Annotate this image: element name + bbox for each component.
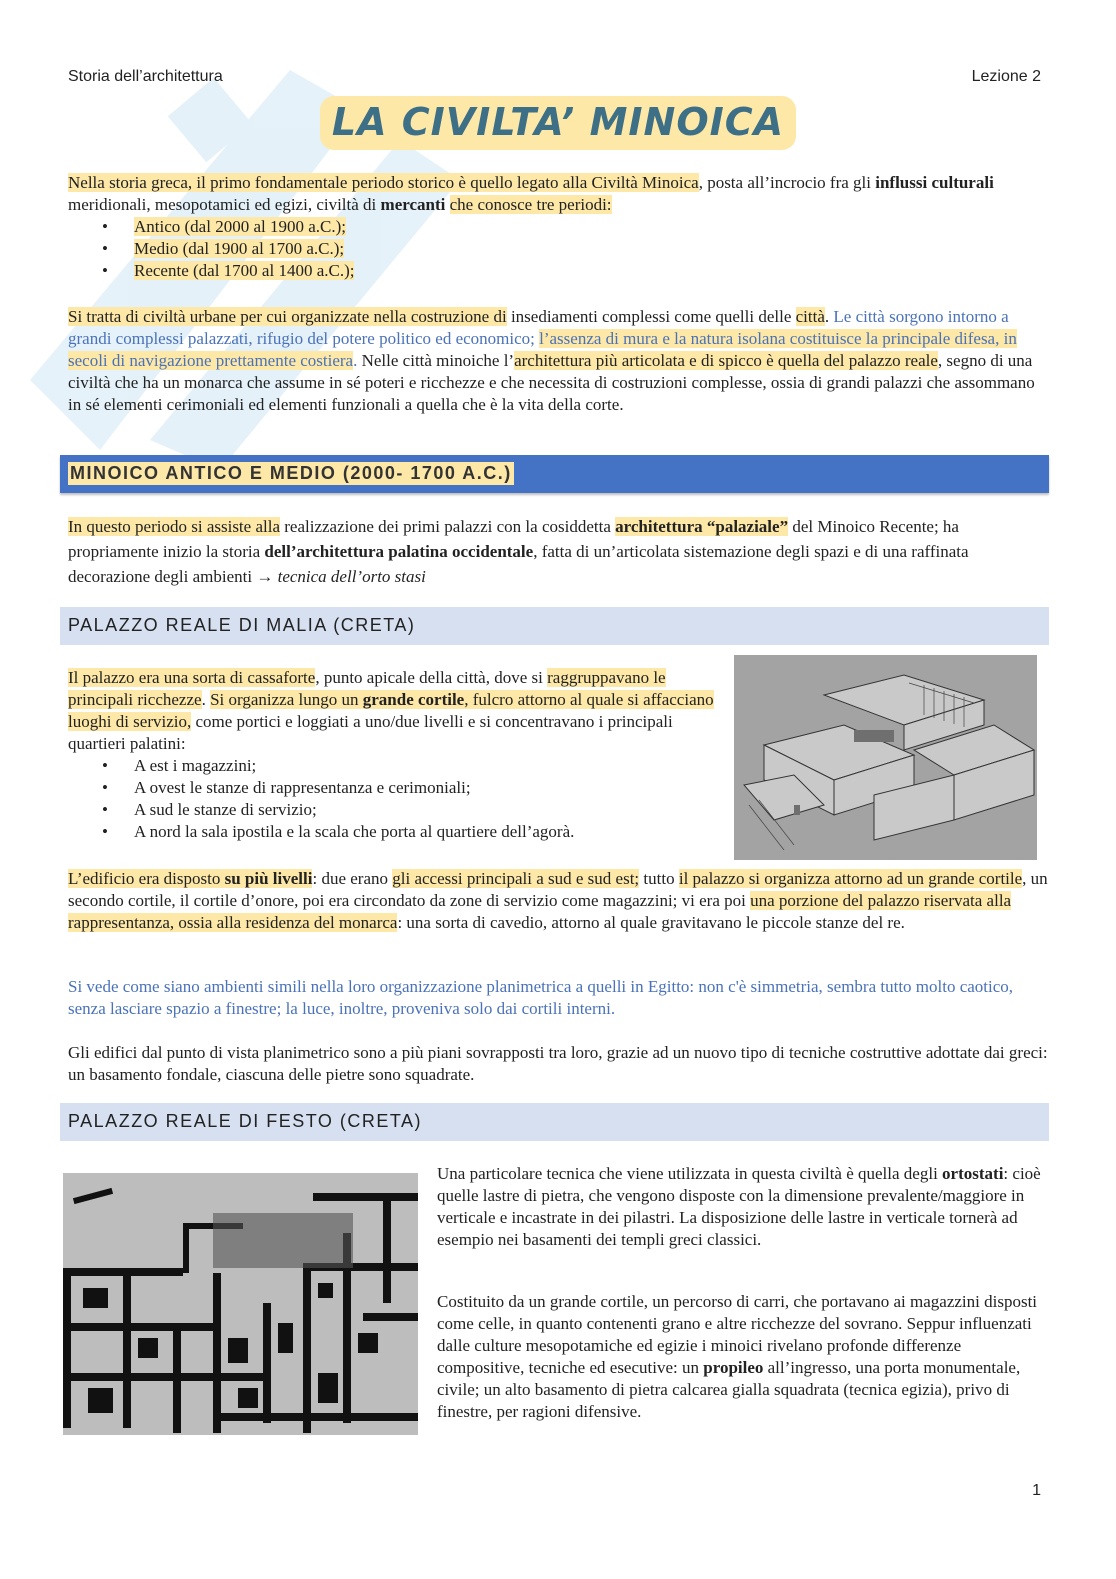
malia-palace-axonometric-drawing (734, 655, 1037, 860)
p3-bold-palaziale: architettura “palaziale” (615, 517, 789, 536)
intro-text-c: meridionali, mesopotamici ed egizi, civiltà di (68, 195, 381, 214)
malia-highlight-ricchezze: raggruppavano le principali ricchezze (68, 668, 666, 709)
intro-bold-influssi: influssi culturali (875, 173, 994, 192)
section-title: PALAZZO REALE DI MALIA (CRETA) (68, 615, 416, 635)
period-antico: Antico (dal 2000 al 1900 a.C.); (134, 217, 346, 236)
malia-highlight-cassaforte: Il palazzo era una sorta di cassaforte (68, 668, 316, 687)
festo-p2-text-c: all’ingresso, una porta monumentale, civile; un alto basamento di pietra calcarea gialla squadrata (tecnica egizia), privo di finestre, per ragioni difensive. (437, 1358, 1021, 1421)
p2-text-j: , segno di una civiltà che ha un monarca che assume in sé poteri e ricchezze e che necessita di costruzioni complesse, ossia di grandi palazzi che assommano in sé elementi cerimoniali ed elementi funzionali a quella che è la vita della corte. (68, 351, 1035, 414)
list-item (68, 821, 718, 843)
list-item (68, 216, 1048, 238)
intro-bold-mercanti: mercanti (380, 195, 446, 214)
list-item (68, 777, 718, 799)
p3-text-f: , fatta di un’articolata sistemazione degli spazi e di una raffinata decorazione degli ambienti → (68, 542, 969, 586)
p3-highlight-a: In questo periodo si assiste alla (68, 517, 280, 536)
quarter-ovest: A ovest le stanze di rappresentanza e cerimoniali; (134, 778, 471, 797)
period-medio: Medio (dal 1900 al 1700 a.C.); (134, 239, 345, 258)
intro-highlight: Nella storia greca, il primo fondamentale periodo storico è quello legato alla Civiltà Minoica (68, 173, 699, 192)
malia-p2-highlight-cortile: il palazzo si organizza attorno ad un grande cortile (678, 869, 1023, 888)
quarter-nord: A nord la sala ipostila e la scala che porta al quartiere dell’agorà. (134, 822, 575, 841)
section-title: PALAZZO REALE DI FESTO (CRETA) (68, 1111, 423, 1131)
p2-text-b: insediamenti complessi come quelli delle (506, 307, 796, 326)
page-title: LA CIVILTA’ MINOICA (320, 96, 796, 150)
section-heading-festo (60, 1103, 1049, 1141)
page-number: 1 (1032, 1482, 1041, 1499)
list-item (68, 260, 1048, 282)
malia-palace-drawing (734, 655, 1037, 860)
festo-bold-propileo: propileo (703, 1358, 764, 1377)
p3-italic-ortostasi: tecnica dell’orto stasi (277, 567, 426, 586)
p2-highlight-citta: città (795, 307, 825, 326)
malia-construction-paragraph: Gli edifici dal punto di vista planimetrico sono a più piani sovrapposti tra loro, grazie ad un nuovo tipo di tecniche costruttive adottate dai greci: un basamento fondale, ciascuna delle pietre sono squadrate. (68, 1043, 1048, 1084)
festo-palace-plan (63, 1173, 418, 1435)
festo-courtyard-paragraph (437, 1291, 1047, 1423)
malia-text-d: . (201, 690, 211, 709)
malia-highlight-organizza: Si organizza lungo un (210, 690, 363, 709)
header-lesson: Lezione 2 (971, 68, 1041, 85)
malia-p2-highlight-rappresentanza: una porzione del palazzo riservata alla rappresentanza, ossia alla residenza del monarca (68, 891, 1012, 932)
festo-palace-plan-image (63, 1173, 418, 1435)
malia-p2-text-i: : una sorta di cavedio, attorno al quale gravitavano le piccole stanze del re. (397, 913, 905, 932)
intro-highlight-periodi: che conosce tre periodi: (449, 195, 612, 214)
malia-levels-paragraph (68, 868, 1048, 934)
section-heading-minoico-antico (60, 455, 1049, 493)
quarter-sud: A sud le stanze di servizio; (134, 800, 317, 819)
malia-p2-text-g: , un secondo cortile, il cortile d’onore, poi era circondato da zone di servizio come magazzini; vi era poi (68, 869, 1048, 910)
p2-blue-dot: . (353, 351, 358, 370)
festo-p1-text-c: : cioè quelle lastre di pietra, che vengono disposte con la dimensione prevalente/maggiore in verticale e incastrate in dei pilastri. La disposizione delle lastre in verticale tornerà ad esempio nei basamenti dei templi greci classici. (437, 1164, 1041, 1249)
p3-text-b: realizzazione dei primi palazzi con la cosiddetta (280, 517, 616, 536)
malia-egypt-comparison: Si vede come siano ambienti simili nella loro organizzazione planimetrica a quelli in Egitto: non c'è simmetria, sembra tutto molto caotico, senza lasciare spazio a finestre; la luce, inoltre, proveniva solo dai cortili interni. (68, 977, 1014, 1018)
title-container (0, 96, 1116, 150)
malia-text-b: , punto apicale della città, dove si (315, 668, 548, 687)
p2-text-h: Nelle città minoiche l’ (357, 351, 515, 370)
p2-blue-highlight: l’assenza di mura e la natura isolana costituisce la principale difesa, in secoli di navigazione prettamente costiera (68, 329, 1017, 370)
malia-p2-highlight-a: L’edificio era disposto (68, 869, 225, 888)
p3-text-d: del Minoico Recente; ha propriamente inizio la storia (68, 517, 959, 561)
malia-quarters-list (68, 755, 718, 843)
p2-text-d: . (824, 307, 834, 326)
p2-highlight-a: Si tratta di civiltà urbane per cui organizzate nella costruzione di (68, 307, 507, 326)
festo-ortostati-paragraph (437, 1163, 1047, 1251)
list-item (68, 238, 1048, 260)
malia-p2-highlight-accessi: gli accessi principali a sud e sud est; (392, 869, 640, 888)
palatial-architecture-paragraph (68, 514, 1048, 589)
intro-text-e (445, 195, 449, 214)
p2-blue-text: Le città sorgono intorno a grandi complessi palazzati, rifugio del potere politico ed economico; (68, 307, 1009, 348)
festo-p1-text-a: Una particolare tecnica che viene utilizzata in questa civiltà è quella degli (437, 1164, 943, 1183)
period-recente: Recente (dal 1700 al 1400 a.C.); (134, 261, 355, 280)
malia-text-h: come portici e loggiati a uno/due livelli e si concentravano i principali quartieri palatini: (68, 712, 673, 753)
malia-bold-cortile: grande cortile (362, 690, 465, 709)
p3-bold-palatina: dell’architettura palatina occidentale (264, 542, 534, 561)
p2-highlight-palazzo: architettura più articolata e di spicco è quella del palazzo reale (514, 351, 938, 370)
section-title: MINOICO ANTICO E MEDIO (2000- 1700 A.C.) (70, 463, 512, 483)
malia-p2-text-c: : due erano (312, 869, 393, 888)
malia-paragraph (68, 667, 718, 843)
malia-p2-text-e: tutto (639, 869, 679, 888)
header-course: Storia dell’architettura (68, 68, 223, 85)
intro-text-a: , posta all’incrocio fra gli (698, 173, 876, 192)
festo-bold-ortostati: ortostati (942, 1164, 1004, 1183)
intro-paragraph (68, 172, 1048, 282)
malia-highlight-fulcro: , fulcro attorno al quale si affacciano luoghi di servizio, (68, 690, 714, 731)
list-item (68, 799, 718, 821)
malia-p2-bold-livelli: su più livelli (224, 869, 313, 888)
urban-civilization-paragraph (68, 306, 1048, 416)
periods-list (68, 216, 1048, 282)
list-item (68, 755, 718, 777)
quarter-est: A est i magazzini; (134, 756, 257, 775)
festo-p2-text-a: Costituito da un grande cortile, un percorso di carri, che portavano ai magazzini disposti come celle, in quanto contenenti grano e altre ricchezze del sovrano. Seppur influenzati dalle culture mesopotamiche ed egizie i minoici rivelano profonde differenze compositive, tecniche ed esecutive: un (437, 1292, 1038, 1377)
section-heading-malia (60, 607, 1049, 645)
